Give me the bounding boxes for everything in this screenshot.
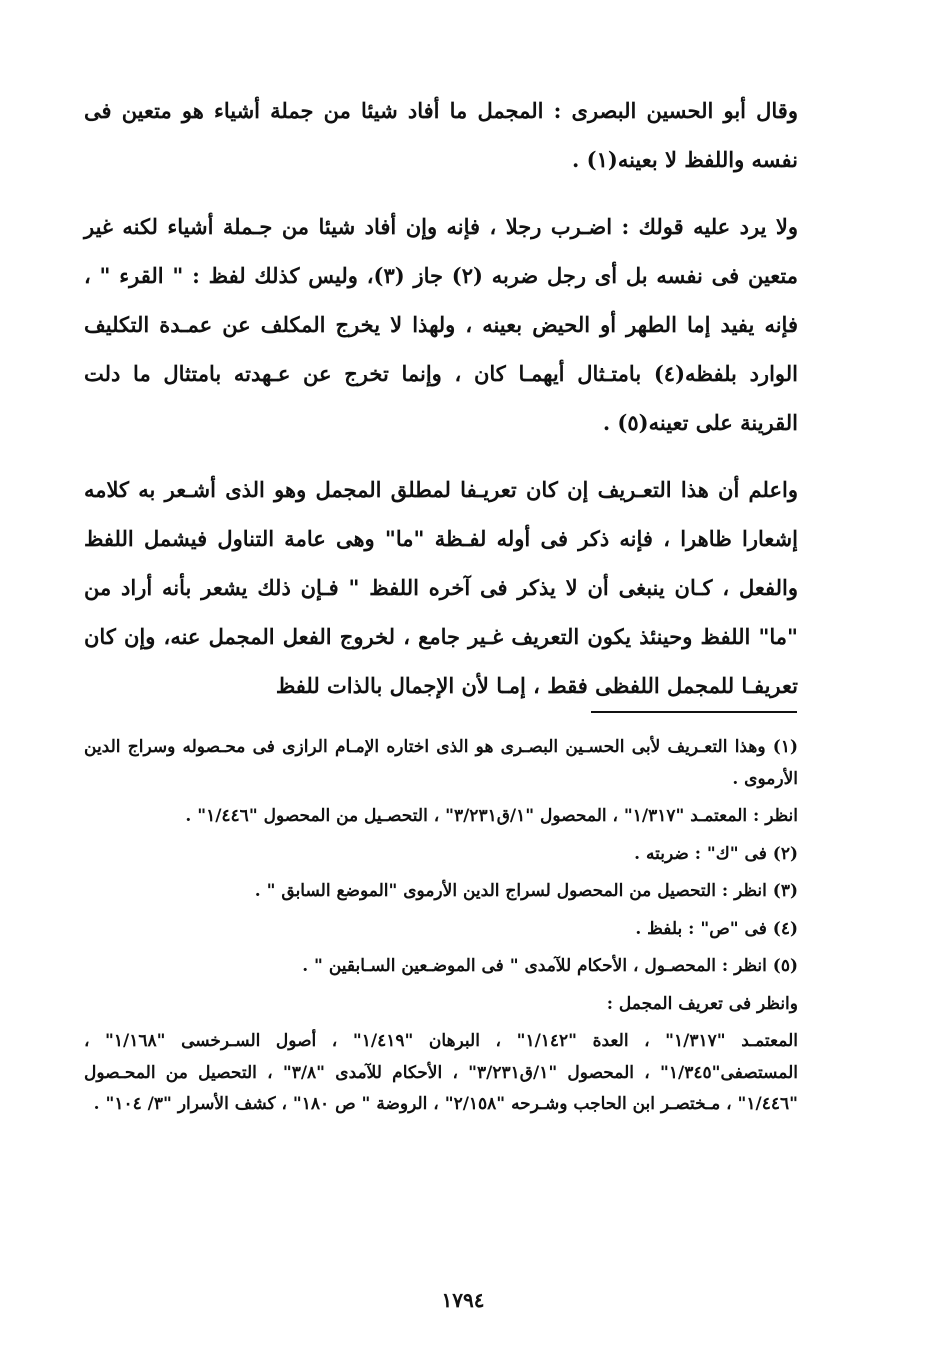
- footnote-5: (٥) انظر : المحصـول ، الأحكام للآمدى " فى الموضـعين السـابقين " .: [302, 956, 798, 976]
- footnote-4: (٤) فى "ص" : بلفظ .: [635, 918, 798, 939]
- paragraph-3: واعلم أن هذا التعـريف إن كان تعريـفا لمطلق المجمل وهو الذى أشـعر به كلامه إشعارا ظاهرا ، فإنه ذكر فى أوله لفـظة "ما" وهى عامة التناول فيشمل اللفظ والفعل ، كـان ينبغى أن لا يذكر فى آخره اللفظ " فـإن ذلك يشعر بأنه أراد من "ما" اللفظ وحينئذ يكون التعريف غـير جامع ، لخروج الفعل المجمل عنه، وإن كان تعريفـا للمجمل اللفظى فقط ، إمـا لأن الإجمال بالذات للفظ: [84, 477, 798, 698]
- paragraph-2: ولا يرد عليه قولك : اضـرب رجلا ، فإنه وإن أفاد شيئا من جـملة أشياء لكنه غير متعين فى نفسه بل أى رجل ضربه (٢) جاز (٣)، وليس كذلك لفظ : " القرء " ، فإنه يفيد إما الطهر أو الحيض بعينه ، ولهذا لا يخرج المكلف عن عمـدة التكليف الوارد بلفظه(٤) بامتـثال أيهمـا كان ، وإنما تخرج عن عـهدته بامتثال ما دلت القرينة على تعينه(٥) .: [84, 214, 798, 435]
- footnote-5-intro: وانظر فى تعريف المجمل :: [606, 993, 798, 1014]
- paragraph-1: وقال أبو الحسين البصرى : المجمل ما أفاد شيئا من جملة أشياء هو متعين فى نفسه واللفظ لا بعينه(١) .: [84, 98, 798, 172]
- footnote-1: (١) وهذا التعـريف لأبى الحسـين البصـرى هو الذى اختاره الإمـام الرازى فى محـصوله وسراج الدين الأرموى .: [84, 737, 798, 789]
- main-text: [84, 86, 798, 710]
- footnote-1-refs: انظر : المعتمـد "١/٣١٧" ، المحصول "١/ق٣/٢٣١" ، التحصـيل من المحصول "١/٤٤٦" .: [185, 806, 798, 826]
- footnote-5-refs: المعتمـد "١/٣١٧" ، العدة "١/١٤٢" ، البرهان "١/٤١٩" ، أصول السـرخسى "١/١٦٨" ، المستصفى"١/٣٤٥" ، المحصول "١/ق٣/٢٣١" ، الأحكام للآمدى "٣/٨" ، التحصيل من المحـصول "١/٤٤٦" ، مـختصـر ابن الحاجب وشـرحه "٢/١٥٨" ، الروضة " ص ١٨٠" ، كشف الأسرار "٣/ ١٠٤" .: [84, 1031, 798, 1114]
- page-number: ١٧٩٤: [441, 1288, 485, 1312]
- footnote-separator: [591, 711, 797, 713]
- footnote-3: (٣) انظر : التحصيل من المحصول لسراج الدين الأرموى "الموضع السابق " .: [254, 881, 798, 901]
- footnotes: [84, 732, 798, 1121]
- footnote-2: (٢) فى "ك" : ضربته .: [634, 843, 798, 864]
